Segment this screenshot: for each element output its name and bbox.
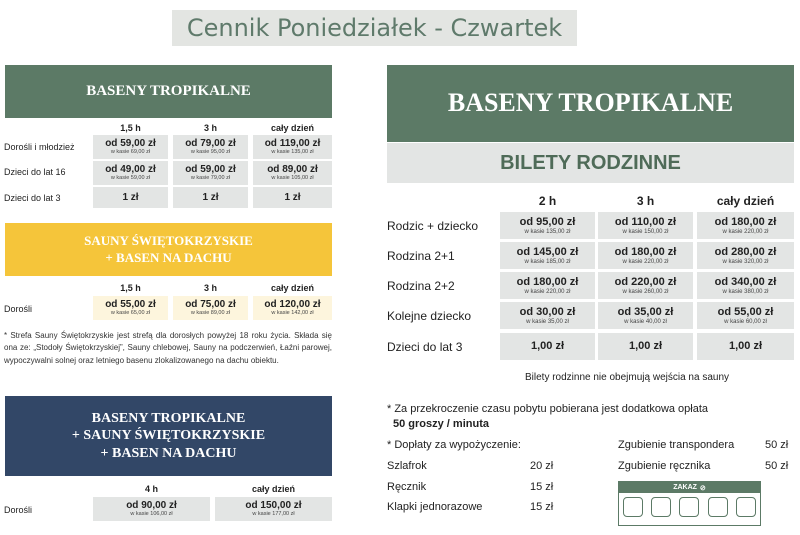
section3-header-2: cały dzień [251, 484, 296, 494]
price-cell: od 110,00 zł w kasie 150,00 zł [598, 212, 693, 239]
loss-label: Zgubienie transpondera [618, 439, 735, 451]
right-banner: BASENY TROPIKALNE [387, 65, 794, 142]
right-header-3: cały dzień [716, 194, 775, 208]
price-cell: od 150,00 zł w kasie 177,00 zł [215, 497, 332, 521]
section1-row-label: Dzieci do lat 3 [4, 193, 61, 203]
right-row-label: Rodzic + dziecko [387, 219, 479, 233]
price-cell: od 95,00 zł w kasie 135,00 zł [500, 212, 595, 239]
section2-header-3: cały dzień [270, 283, 315, 293]
rental-label: Ręcznik [387, 481, 427, 493]
price-cell: od 79,00 zł w kasie 95,00 zł [173, 135, 248, 159]
family-note: Bilety rodzinne nie obejmują wejścia na sauny [525, 372, 730, 383]
section2-header-2: 3 h [203, 283, 217, 293]
section3-row-label: Dorośli [4, 505, 33, 515]
no-sign-icon: ⊘ [699, 484, 706, 492]
price-cell: od 180,00 zł w kasie 220,00 zł [500, 272, 595, 299]
rental-price: 20 zł [530, 460, 554, 472]
loss-price: 50 zł [765, 460, 789, 472]
price-cell: 1,00 zł [697, 333, 794, 360]
price-cell: od 340,00 zł w kasie 380,00 zł [697, 272, 794, 299]
price-cell: od 90,00 zł w kasie 106,00 zł [93, 497, 210, 521]
price-cell: 1 zł [93, 187, 168, 208]
page-title: Cennik Poniedziałek - Czwartek [172, 10, 577, 46]
right-row-label: Kolejne dziecko [387, 309, 472, 323]
food-icon [651, 497, 671, 517]
price-cell: od 35,00 zł w kasie 40,00 zł [598, 302, 693, 329]
overtime-value: 50 groszy / minuta [393, 418, 489, 430]
price-cell: od 145,00 zł w kasie 185,00 zł [500, 242, 595, 269]
ban-header: ZAKAZ ⊘ [619, 482, 760, 493]
price-cell: od 180,00 zł w kasie 220,00 zł [697, 212, 794, 239]
section1-row-label: Dorośli i młodzież [4, 142, 75, 152]
stroller-icon [708, 497, 728, 517]
rental-price: 15 zł [530, 501, 554, 513]
section1-header-3: cały dzień [270, 123, 315, 133]
loss-price: 50 zł [765, 439, 789, 451]
right-subbanner: BILETY RODZINNE [387, 143, 794, 183]
glass-bottle-icon [623, 497, 643, 517]
price-cell: od 120,00 zł w kasie 142,00 zł [253, 296, 332, 320]
rental-price: 15 zł [530, 481, 554, 493]
price-cell: od 220,00 zł w kasie 260,00 zł [598, 272, 693, 299]
sauna-note: * Strefa Sauny Świętokrzyskie jest strefą dla dorosłych powyżej 18 roku życia. Składa się ona ze: „Stodoły Świętokrzyskiej”, Sauny chlebowej, Sauny na podczerwień, Łaźni parowej, wypoczywalni solnej oraz letniego basenu zlokalizowanego na dachu obiektu. [4, 331, 332, 365]
price-cell: od 89,00 zł w kasie 105,00 zł [253, 161, 332, 185]
right-row-label: Rodzina 2+2 [387, 279, 455, 293]
loss-label: Zgubienie ręcznika [618, 460, 711, 472]
price-cell: 1,00 zł [598, 333, 693, 360]
price-cell: od 59,00 zł w kasie 79,00 zł [173, 161, 248, 185]
section3-header-1: 4 h [144, 484, 158, 494]
right-row-label: Rodzina 2+1 [387, 249, 455, 263]
price-cell: 1 zł [173, 187, 248, 208]
rental-label: Klapki jednorazowe [387, 501, 483, 513]
price-cell: od 49,00 zł w kasie 59,00 zł [93, 161, 168, 185]
price-cell: od 30,00 zł w kasie 35,00 zł [500, 302, 595, 329]
right-row-label: Dzieci do lat 3 [387, 340, 463, 354]
section1-header-2: 3 h [203, 123, 217, 133]
section1-banner: BASENY TROPIKALNE [5, 65, 332, 118]
section2-row-label: Dorośli [4, 304, 33, 314]
rental-label: Szlafrok [387, 460, 427, 472]
right-header-1: 2 h [538, 194, 557, 208]
overtime-note: * Za przekroczenie czasu pobytu pobierana jest dodatkowa opłata [387, 403, 709, 415]
section1-header-1: 1,5 h [120, 123, 141, 133]
price-cell: od 119,00 zł w kasie 135,00 zł [253, 135, 332, 159]
price-cell: od 75,00 zł w kasie 89,00 zł [173, 296, 248, 320]
section1-row-label: Dzieci do lat 16 [4, 167, 66, 177]
rental-title: * Dopłaty za wypożyczenie: [387, 439, 521, 451]
price-cell: 1 zł [253, 187, 332, 208]
price-cell: 1,00 zł [500, 333, 595, 360]
price-cell: od 180,00 zł w kasie 220,00 zł [598, 242, 693, 269]
price-cell: od 59,00 zł w kasie 69,00 zł [93, 135, 168, 159]
right-header-2: 3 h [636, 194, 655, 208]
price-cell: od 55,00 zł w kasie 60,00 zł [697, 302, 794, 329]
ban-panel [618, 481, 761, 526]
section2-header-1: 1,5 h [120, 283, 141, 293]
section3-banner: BASENY TROPIKALNE + SAUNY ŚWIĘTOKRZYSKIE + BASEN NA DACHU [5, 396, 332, 476]
drinks-icon [736, 497, 756, 517]
price-cell: od 55,00 zł w kasie 65,00 zł [93, 296, 168, 320]
section2-banner: SAUNY ŚWIĘTOKRZYSKIE + BASEN NA DACHU [5, 223, 332, 276]
price-cell: od 280,00 zł w kasie 320,00 zł [697, 242, 794, 269]
bag-icon [679, 497, 699, 517]
